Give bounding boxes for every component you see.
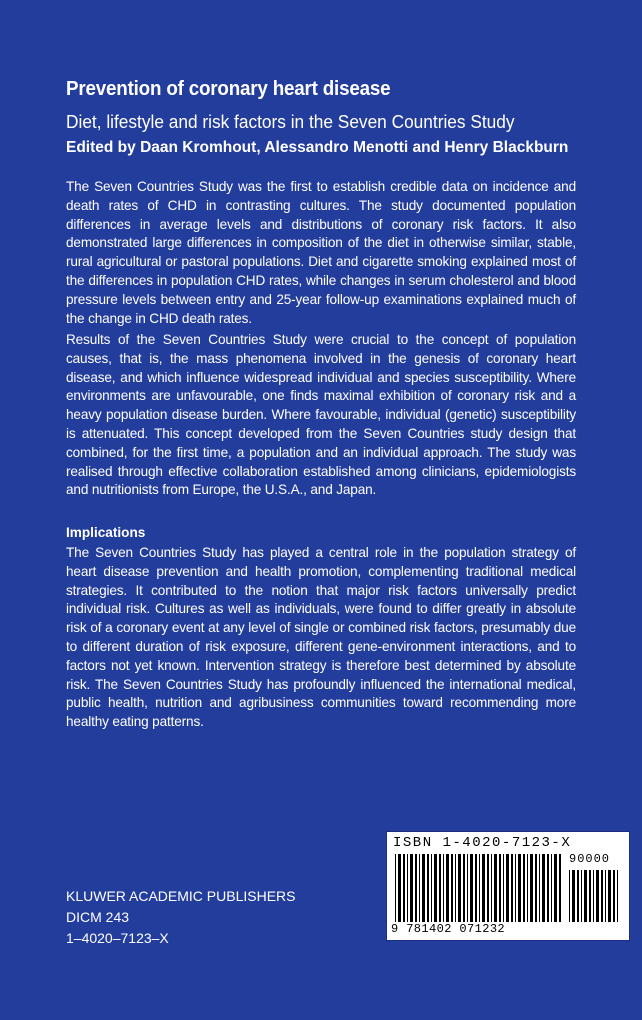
barcode-bar [479,854,480,922]
barcode-bar [403,854,405,922]
barcode-bar [506,854,509,922]
barcode-bar [443,854,444,922]
barcode-bar [463,854,465,922]
barcode-digits: 9 781402 071232 [391,922,506,936]
barcode-bar [515,854,516,922]
barcode-bar [419,854,420,922]
barcode-bar [518,854,521,922]
barcode-bar [431,854,432,922]
barcode-bar [596,870,599,922]
barcode-bar [551,854,552,922]
barcode-bar [593,870,594,922]
barcode-bar [547,854,549,922]
barcode-isbn-text: ISBN 1-4020-7123-X [393,835,572,851]
barcode-bar [559,854,561,922]
publisher-name: KLUWER ACADEMIC PUBLISHERS [66,888,296,904]
barcode-bar [535,854,537,922]
barcode-bar [446,854,449,922]
implications-paragraph: The Seven Countries Study has played a central role in the population strategy of heart disease prevention and health promotion, complementing traditional medical strategies. It contributed to the notion that major risk factors universally predict individual risk. Cultures as well as individuals, were found to differ greatly in absolute risk of a coronary event at any level of single or combined risk factors, presumably due to different duration of risk exposure, different gene-environment interactions, and to factors not yet known. Intervention strategy is therefore best determined by absolute risk. The Seven Countries Study has profoundly influenced the international medical, public health, nutrition and agribusiness communities toward recommending more healthy eating patterns. [66,545,576,730]
barcode-bar [613,870,615,922]
barcode-bar [475,854,477,922]
dicm-code: DICM 243 [66,909,130,925]
barcode-bar [539,854,540,922]
barcode-bar [410,854,413,922]
barcode-bar [487,854,489,922]
barcode-block [386,831,630,941]
barcode-bar [554,854,557,922]
summary-paragraph-2: Results of the Seven Countries Study were crucial to the concept of population causes, that is, the mass phenomena involved in the genesis of coronary heart disease, and which influence widespread individual and species susceptibility. Where environments are unfavourable, one finds maximal exhibition of coronary risk and a heavy population disease burden. Where favourable, individual (genetic) susceptibility is attenuated. This concept developed from the Seven Countries study design that combined, for the first time, a population and an individual approach. The study was realised through effective collaboration established among clinicians, epidemiologists and nutritionists from Europe, the U.S.A., and Japan. [66,332,576,498]
barcode-bar [470,854,473,922]
barcode-bar [601,870,603,922]
barcode-bar [482,854,485,922]
barcode-bar [569,870,570,922]
ean-barcode [393,854,563,922]
barcode-bar [427,854,429,922]
barcode-addon-digits: 90000 [569,852,611,866]
barcode-bar [434,854,437,922]
barcode-bar [499,854,501,922]
summary-paragraph-1: The Seven Countries Study was the first to establish credible data on incidence and death rates of CHD in contrasting cultures. The study documented population differences in average levels and distributions of coronary risk factors. It also demonstrated large differences in composition of the diet in otherwise similar, stable, rural agricultural or pastoral populations. Diet and cigarette smoking explained most of the differences in population CHD rates, while changes in serum cholesterol and blood pressure levels between entry and 25-year follow-up examinations explained much of the change in CHD death rates. [66,179,576,326]
barcode-bar [398,854,401,922]
barcode-bar [511,854,513,922]
book-subtitle: Diet, lifestyle and risk factors in the Seven Countries Study [66,112,515,132]
barcode-bar [458,854,461,922]
barcode-bar [491,854,492,922]
barcode-bar [455,854,456,922]
barcode-bar [577,870,579,922]
barcode-bar [439,854,441,922]
implications-heading: Implications [66,525,146,540]
barcode-bar [523,854,525,922]
barcode-bar [503,854,504,922]
barcode-bar [415,854,417,922]
barcode-bar [407,854,408,922]
barcode-bar [451,854,453,922]
book-title: Prevention of coronary heart disease [66,78,391,100]
barcode-bar [467,854,468,922]
addon-barcode [567,870,623,922]
barcode-bar [494,854,497,922]
isbn-footer: 1–4020–7123–X [66,930,169,946]
barcode-bar [589,870,591,922]
barcode-bar [584,870,587,922]
barcode-bar [527,854,528,922]
barcode-bar [608,870,611,922]
barcode-bar [617,870,618,922]
barcode-bar [422,854,425,922]
barcode-bar [605,870,606,922]
barcode-bar [395,854,396,922]
barcode-bar [572,870,575,922]
barcode-bar [542,854,545,922]
editors-line: Edited by Daan Kromhout, Alessandro Menotti and Henry Blackburn [66,139,569,156]
barcode-bar [530,854,533,922]
barcode-bar [581,870,582,922]
